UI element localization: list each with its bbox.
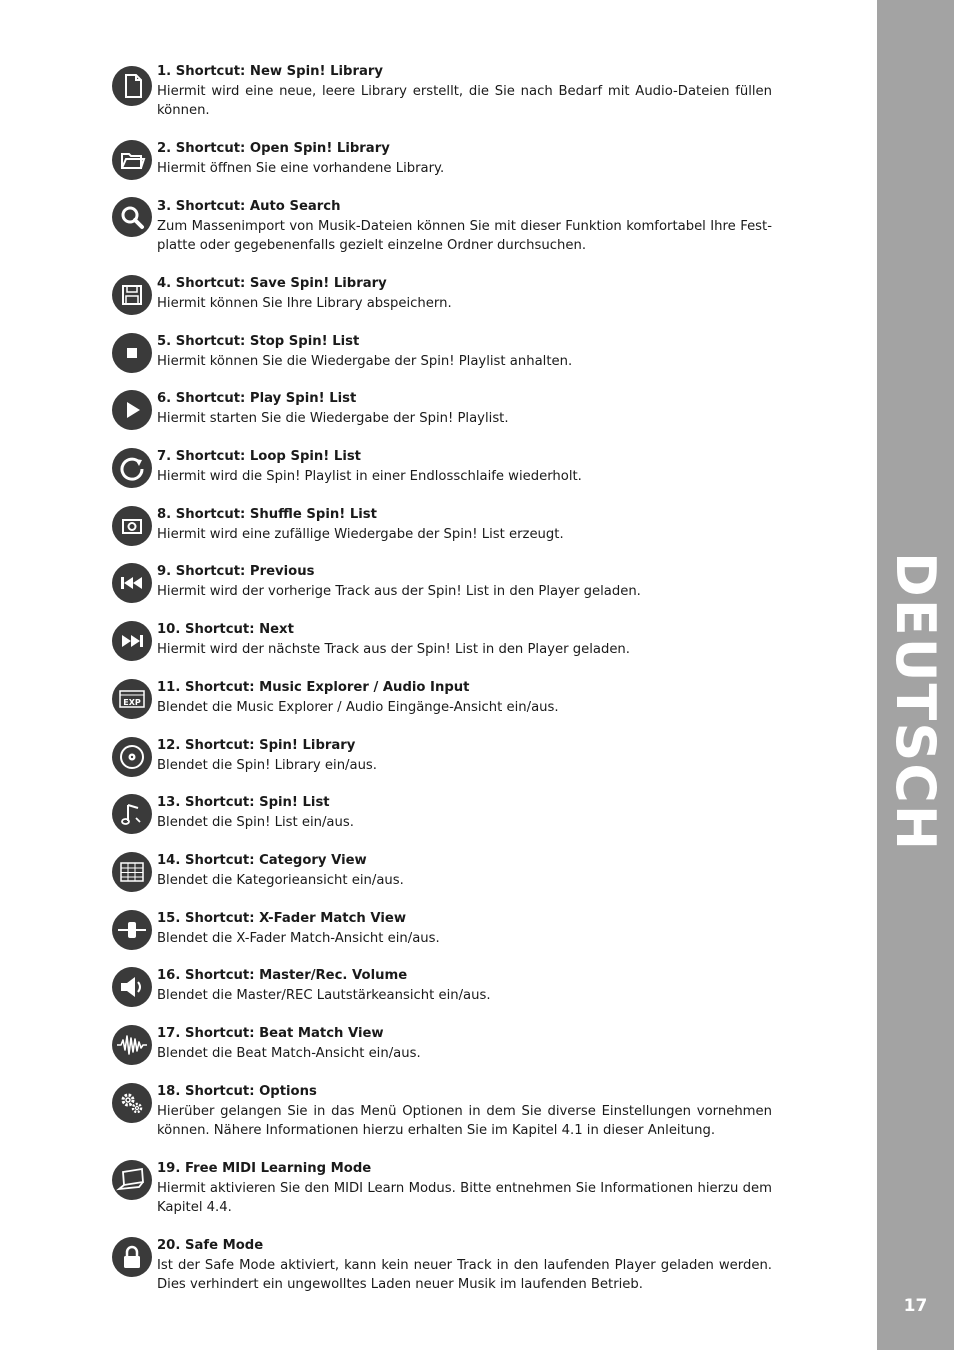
gears-icon — [112, 1083, 152, 1123]
item-title: 1. Shortcut: New Spin! Library — [157, 64, 383, 79]
item-title: 16. Shortcut: Master/Rec. Volume — [157, 968, 408, 983]
item-description: Hiermit öffnen Sie eine vorhandene Library. — [157, 160, 445, 176]
waveform-icon — [112, 1025, 152, 1065]
new-file-icon — [112, 66, 152, 106]
item-description: Hiermit können Sie die Wiedergabe der Spin! Playlist anhalten. — [157, 353, 573, 369]
category-grid-icon — [112, 852, 152, 892]
item-title: 11. Shortcut: Music Explorer / Audio Input — [157, 680, 470, 695]
item-title: 9. Shortcut: Previous — [157, 564, 315, 579]
item-description: Blendet die Spin! List ein/aus. — [157, 814, 354, 830]
shuffle-icon — [112, 506, 152, 546]
item-description: Zum Massenimport von Musik-Dateien können Sie mit dieser Funktion komfortabel Ihre Festplatte oder gegebenenfalls gezielt einzelne Ordner durchsuchen. — [157, 218, 772, 253]
item-description: Ist der Safe Mode aktiviert, kann kein neuer Track in den laufenden Player geladen werden. Dies verhindert ein ungewolltes Laden neuer Musik im laufenden Betrieb. — [157, 1257, 772, 1292]
loop-icon — [112, 448, 152, 488]
crossfader-icon — [112, 910, 152, 950]
stop-icon — [112, 333, 152, 373]
item-title: 10. Shortcut: Next — [157, 622, 294, 637]
item-title: 17. Shortcut: Beat Match View — [157, 1026, 384, 1041]
item-description: Blendet die Beat Match-Ansicht ein/aus. — [157, 1045, 421, 1061]
save-icon — [112, 275, 152, 315]
language-sidebar — [877, 0, 954, 1350]
item-description: Hiermit aktivieren Sie den MIDI Learn Modus. Bitte entnehmen Sie Informationen hierzu dem Kapitel 4.4. — [157, 1180, 772, 1215]
item-title: 2. Shortcut: Open Spin! Library — [157, 141, 390, 156]
item-description: Hiermit wird eine neue, leere Library erstellt, die Sie nach Bedarf mit Audio-Dateien füllen können. — [157, 83, 772, 118]
item-title: 18. Shortcut: Options — [157, 1084, 317, 1099]
open-folder-icon — [112, 140, 152, 180]
speaker-icon — [112, 967, 152, 1007]
music-note-icon — [112, 794, 152, 834]
item-description: Blendet die Spin! Library ein/aus. — [157, 757, 377, 773]
item-description: Hiermit starten Sie die Wiedergabe der Spin! Playlist. — [157, 410, 509, 426]
item-title: 7. Shortcut: Loop Spin! List — [157, 449, 361, 464]
item-description: Hiermit wird der vorherige Track aus der Spin! List in den Player geladen. — [157, 583, 641, 599]
item-title: 5. Shortcut: Stop Spin! List — [157, 334, 360, 349]
lock-icon — [112, 1237, 152, 1277]
item-title: 8. Shortcut: Shuffle Spin! List — [157, 507, 377, 522]
item-description: Blendet die Music Explorer / Audio Eingänge-Ansicht ein/aus. — [157, 699, 559, 715]
explorer-icon-label: EXP — [123, 698, 141, 707]
item-description: Hiermit wird der nächste Track aus der Spin! List in den Player geladen. — [157, 641, 630, 657]
item-title: 4. Shortcut: Save Spin! Library — [157, 276, 387, 291]
play-icon — [112, 390, 152, 430]
disc-icon — [112, 737, 152, 777]
item-title: 6. Shortcut: Play Spin! List — [157, 391, 357, 406]
item-description: Hiermit können Sie Ihre Library abspeichern. — [157, 295, 452, 311]
laptop-icon — [112, 1160, 152, 1200]
language-label: DEUTSCH — [884, 552, 947, 853]
item-description: Hiermit wird eine zufällige Wiedergabe der Spin! List erzeugt. — [157, 526, 564, 542]
explorer-icon — [112, 679, 152, 719]
item-title: 12. Shortcut: Spin! Library — [157, 738, 356, 753]
search-icon — [112, 197, 152, 237]
page-number: 17 — [903, 1296, 928, 1316]
item-title: 13. Shortcut: Spin! List — [157, 795, 330, 810]
item-title: 15. Shortcut: X-Fader Match View — [157, 911, 407, 926]
item-description: Blendet die Master/REC Lautstärkeansicht ein/aus. — [157, 987, 491, 1003]
next-icon — [112, 621, 152, 661]
item-description: Hiermit wird die Spin! Playlist in einer Endlosschlaife wiederholt. — [157, 468, 582, 484]
item-description: Blendet die X-Fader Match-Ansicht ein/aus. — [157, 930, 440, 946]
previous-icon — [112, 563, 152, 603]
item-title: 3. Shortcut: Auto Search — [157, 199, 341, 214]
item-title: 19. Free MIDI Learning Mode — [157, 1161, 372, 1176]
item-title: 20. Safe Mode — [157, 1238, 264, 1253]
item-title: 14. Shortcut: Category View — [157, 853, 367, 868]
item-description: Blendet die Kategorieansicht ein/aus. — [157, 872, 404, 888]
item-description: Hierüber gelangen Sie in das Menü Optionen in dem Sie diverse Einstellungen vornehmen können. Nähere Informationen hierzu erhalten Sie im Kapitel 4.1 in dieser Anleitung. — [157, 1103, 772, 1138]
